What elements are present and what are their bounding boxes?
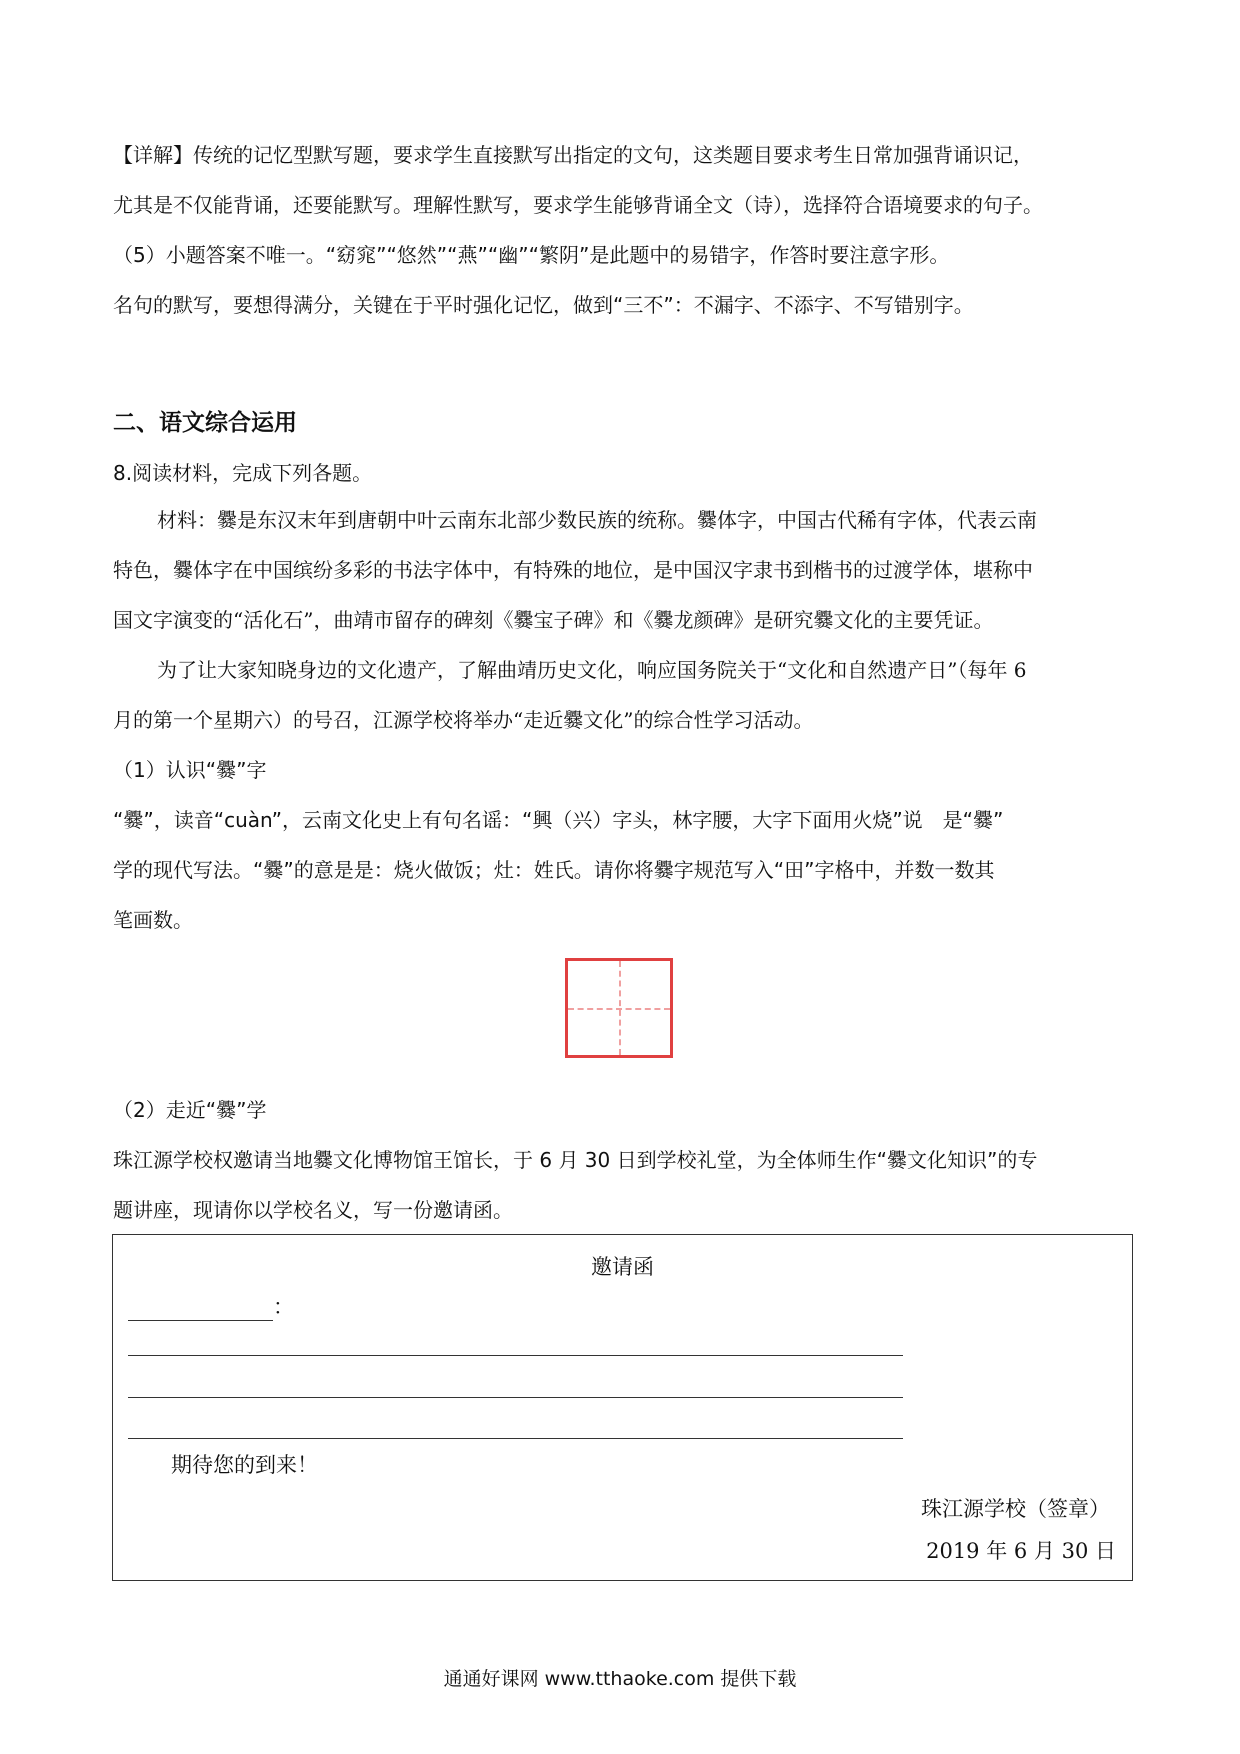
salutation-colon: ：: [273, 1295, 294, 1319]
background-line: 月的第一个星期六）的号召，江源学校将举办“走近爨文化”的综合性学习活动。: [113, 708, 814, 732]
background-line: 为了让大家知晓身边的文化遗产，了解曲靖历史文化，响应国务院关于“文化和自然遗产日”（每年 6: [157, 658, 1027, 682]
invitation-letter-box: [112, 1234, 1133, 1581]
part2-line: 珠江源学校权邀请当地爨文化博物馆王馆长，于 6 月 30 日到学校礼堂，为全体师生作“爨文化知识”的专: [113, 1148, 1038, 1172]
part2-line: 题讲座，现请你以学校名义，写一份邀请函。: [113, 1198, 513, 1222]
background-paragraph: [113, 645, 1133, 745]
invitation-signature: 珠江源学校（签章）: [921, 1497, 1110, 1521]
explanation-line: 名句的默写，要想得满分，关键在于平时强化记忆，做到“三不”：不漏字、不添字、不写错别字。: [113, 293, 974, 317]
explanation-line: （5）小题答案不唯一。“窈窕”“悠然”“燕”“幽”“繁阴”是此题中的易错字，作答时要注意字形。: [113, 243, 950, 267]
part2-paragraph: [113, 1085, 1133, 1235]
writing-line[interactable]: [128, 1397, 903, 1398]
invitation-title: 邀请函: [591, 1255, 654, 1279]
explanation-line: 【详解】传统的记忆型默写题，要求学生直接默写出指定的文句，这类题目要求考生日常加强背诵识记，: [113, 143, 1033, 167]
page-footer: 通通好课网 www.tthaoke.com 提供下载: [443, 1668, 797, 1690]
explanation-paragraph: [113, 130, 1133, 330]
material-line: 材料：爨是东汉末年到唐朝中叶云南东北部少数民族的统称。爨体字，中国古代稀有字体，代表云南: [157, 508, 1037, 532]
invitation-date: 2019 年 6 月 30 日: [926, 1539, 1116, 1563]
part2-title: （2）走近“爨”学: [113, 1098, 267, 1122]
grid-vertical-guide: [619, 961, 621, 1055]
writing-line[interactable]: [128, 1438, 903, 1439]
material-line: 国文字演变的“活化石”，曲靖市留存的碑刻《爨宝子碑》和《爨龙颜碑》是研究爨文化的主要凭证。: [113, 608, 994, 632]
part1-line: 笔画数。: [113, 908, 193, 932]
recipient-blank[interactable]: [128, 1298, 273, 1321]
part1-line: 学的现代写法。“爨”的意是是：烧火做饭；灶：姓氏。请你将爨字规范写入“田”字格中，并数一数其: [113, 858, 995, 882]
tian-character-grid[interactable]: [565, 958, 673, 1058]
writing-line[interactable]: [128, 1355, 903, 1356]
part1-title: （1）认识“爨”字: [113, 758, 267, 782]
material-line: 特色，爨体字在中国缤纷多彩的书法字体中，有特殊的地位，是中国汉字隶书到楷书的过渡学体，堪称中: [113, 558, 1033, 582]
section-heading: 二、语文综合运用: [113, 410, 297, 436]
explanation-line: 尤其是不仅能背诵，还要能默写。理解性默写，要求学生能够背诵全文（诗），选择符合语境要求的句子。: [113, 193, 1043, 217]
question-title: 8.阅读材料，完成下列各题。: [113, 461, 373, 485]
invitation-salutation: [128, 1291, 294, 1321]
part1-line: “爨”，读音“cuàn”，云南文化史上有句名谣：“興（兴）字头，林字腰，大字下面用火烧”说 是“爨”: [113, 808, 1004, 832]
invitation-closing: 期待您的到来！: [171, 1453, 318, 1477]
material-paragraph: [113, 495, 1133, 645]
part1-paragraph: [113, 745, 1133, 945]
